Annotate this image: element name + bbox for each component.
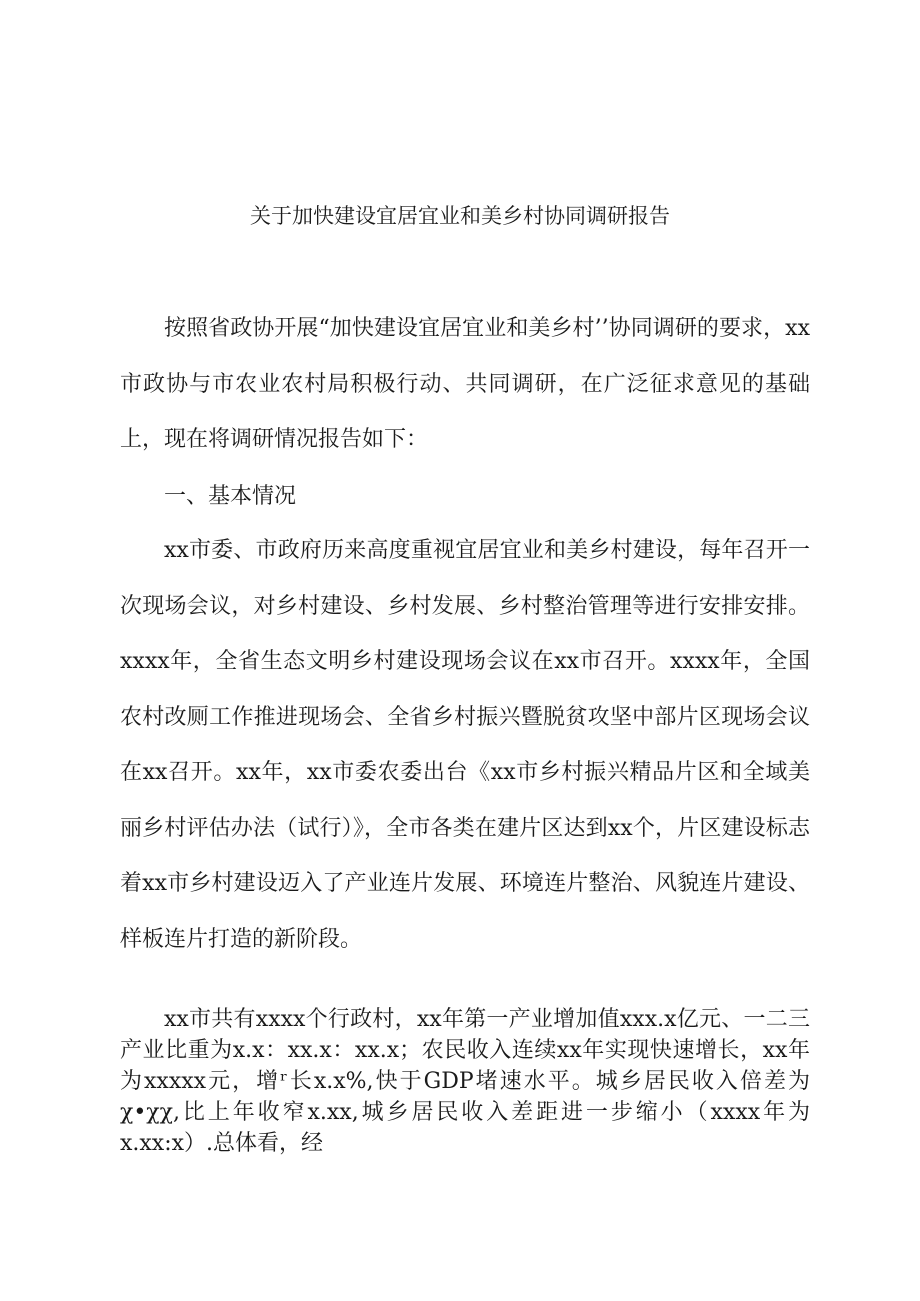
document-title: 关于加快建设宜居宜业和美乡村协同调研报告 xyxy=(250,204,670,228)
basic-situation-paragraph-1: xx市委、市政府历来高度重视宜居宜业和美乡村建设，每年召开一次现场会议，对乡村建设、乡村发展、乡村整治管理等进行安排安排。xxxx年，全省生态文明乡村建设现场会议在xx市召开。xxxx年，全国农村改厕工作推进现场会、全省乡村振兴暨脱贫攻坚中部片区现场会议在xx召开。xx年，xx市委农委出台《xx市乡村振兴精品片区和全域美丽乡村评估办法（试行）》，全市各类在建片区达到xx个，片区建设标志着xx市乡村建设迈入了产业连片发展、环境连片整治、风貌连片建设、样板连片打造的新阶段。 xyxy=(120,538,810,952)
section-heading-basic-situation: 一、基本情况 xyxy=(164,484,297,509)
basic-situation-paragraph-2: xx市共有xxxx个行政村，xx年第一产业增加值xxx.x亿元、一二三产业比重为x.x：xx.x：xx.x；农民收入连续xx年实现快速增长，xx年为xxxxx元，增ʳ长x.x%,快于GDP堵速水平。城乡居民收入倍差为χ•χχ,比上年收窄x.xx,城乡居民收入差距进一步缩小（xxxx年为x.xx:x）.总体看，经 xyxy=(120,1007,810,1156)
intro-paragraph: 按照省政协开展“加快建设宜居宜业和美乡村’’协同调研的要求，xx市政协与市农业农村局积极行动、共同调研，在广泛征求意见的基础上，现在将调研情况报告如下： xyxy=(120,316,810,452)
